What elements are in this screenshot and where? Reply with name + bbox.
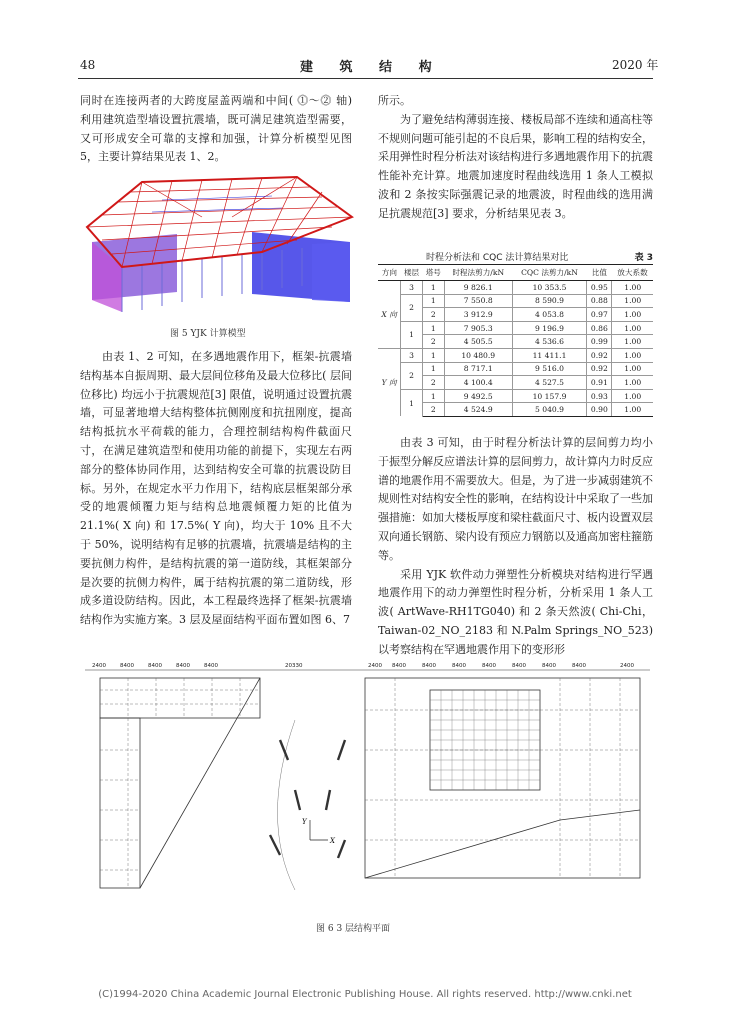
col-header: CQC 法剪力/kN: [512, 265, 587, 281]
table3-discussion-paragraph: 由表 3 可知，由于时程分析法计算的层间剪力均小于振型分解反应谱法计算的层间剪力，故计算内力时反应谱的地震作用不需要放大。但是，为了进一步减弱建筑不规则性对结构安全性的影响，在结构设计中采取了一些加强措施：如加大楼板厚度和梁柱截面尺寸、板内设置双层双向通长钢筋、梁内设有预应力钢筋以及通高加密柱箍筋等。: [378, 436, 653, 562]
table-cell: 0.97: [587, 308, 612, 322]
table-cell: 8 590.9: [512, 294, 587, 308]
table-cell: 10 353.5: [512, 281, 587, 295]
dim-label: 8400: [542, 663, 556, 669]
dim-label: 8400: [148, 663, 162, 669]
table-cell: 8 717.1: [444, 362, 512, 376]
page-header: [0, 56, 730, 80]
table-cell: 1: [422, 294, 444, 308]
table-cell: 1.00: [612, 389, 653, 403]
col-header: 方向: [378, 265, 401, 281]
table-cell: 7 905.3: [444, 321, 512, 335]
table-cell: 2: [422, 376, 444, 390]
table-cell: 1: [422, 281, 444, 295]
table-3-grid: [378, 264, 653, 417]
table-cell: 9 826.1: [444, 281, 512, 295]
table-cell: 1.00: [612, 335, 653, 349]
table-cell: 1.00: [612, 308, 653, 322]
table-cell: 9 516.0: [512, 362, 587, 376]
table-row: [378, 321, 653, 335]
col-header: 时程法剪力/kN: [444, 265, 512, 281]
table-cell: 1.00: [612, 294, 653, 308]
fig5-caption: 图 5 YJK 计算模型: [170, 329, 246, 339]
discussion-paragraph: 由表 1、2 可知，在多遇地震作用下，框架-抗震墙结构基本自振周期、最大层间位移角及最大位移比( 层间位移比) 均远小于抗震规范[3] 限值，说明通过设置抗震墙，可显著地增大结构整体抗侧刚度和抗扭刚度，提高结构抵抗水平荷载的能力，合理控制结构构件截面尺寸，在满足建筑造型和使用功能的前提下，实现左右两部分的整体协同作用，达到结构安全可靠的抗震设防目标。另外，在规定水平力作用下，结构底层框架部分承受的地震倾覆力矩与结构总地震倾覆力矩的比值为 21.1%( X 向) 和 17.5%( Y 向)，均大于 10% 且不大于 50%，说明结构有足够的抗震墙，抗震墙是结构的主要抗侧力构件，是结构抗震的第一道防线，其框架部分是次要的抗侧力构件，属于结构抗震的第二道防线，形成多道设防结构。因此，本工程最终选择了框架-抗震墙结构作为实施方案。3 层及屋面结构平面布置如图 6、7: [80, 350, 352, 627]
col-header: 塔号: [422, 265, 444, 281]
dim-label: 8400: [482, 663, 496, 669]
issue-year: 2020 年: [612, 58, 659, 72]
dim-label: 2400: [92, 663, 106, 669]
right-upper-text: [378, 92, 653, 224]
table-cell: 2: [422, 335, 444, 349]
dim-label: 8400: [512, 663, 526, 669]
table-cell: 11 411.1: [512, 348, 587, 362]
table-cell: 1: [401, 389, 423, 416]
table-cell: 1.00: [612, 281, 653, 295]
table-row: [378, 294, 653, 308]
table-cell: 1: [422, 389, 444, 403]
col-header: 楼层: [401, 265, 423, 281]
dim-label: 8400: [204, 663, 218, 669]
table-cell: 3: [401, 348, 423, 362]
header-rule: [78, 78, 653, 79]
table-cell: 9 196.9: [512, 321, 587, 335]
table-cell: 3: [401, 281, 423, 295]
table-cell: 0.88: [587, 294, 612, 308]
right-lower-text: [378, 434, 653, 660]
y-axis-label: Y: [302, 818, 307, 826]
col-header: 放大系数: [612, 265, 653, 281]
table-row: [378, 281, 653, 295]
table-cell: 1: [422, 348, 444, 362]
table-cell: 2: [422, 403, 444, 417]
col-header: 比值: [587, 265, 612, 281]
table-cell: 4 524.9: [444, 403, 512, 417]
dim-label: 2400: [620, 663, 634, 669]
table-row: [378, 389, 653, 403]
table-cell: 10 157.9: [512, 389, 587, 403]
dim-label: 8400: [572, 663, 586, 669]
table-cell: 1.00: [612, 321, 653, 335]
timehistory-paragraph: 为了避免结构薄弱连接、楼板局部不连续和通高柱等不规则问题可能引起的不良后果，影响工程的结构安全，采用弹性时程分析法对该结构进行多遇地震作用下的抗震性能补充计算。地震加速度时程曲线选用 1 条人工模拟波和 2 条按实际强震记录的地震波，时程曲线的选用满足抗震规范[3] 要求，分析结果见表 3。: [378, 112, 653, 220]
table-cell: 5 040.9: [512, 403, 587, 417]
table-cell: 1.00: [612, 362, 653, 376]
copyright-footer: (C)1994-2020 China Academic Journal Electronic Publishing House. All rights reserved. http://www.cnki.net: [98, 989, 632, 1000]
table-cell: 4 536.6: [512, 335, 587, 349]
table-cell: 0.91: [587, 376, 612, 390]
dim-label: 8400: [392, 663, 406, 669]
table-cell: 4 053.8: [512, 308, 587, 322]
table-cell: 2: [422, 308, 444, 322]
table-cell: 4 100.4: [444, 376, 512, 390]
table-cell: 7 550.8: [444, 294, 512, 308]
table-cell: 1: [401, 321, 423, 348]
table-3-title-bar: [378, 250, 653, 264]
table-cell: 9 492.5: [444, 389, 512, 403]
table-cell: 0.92: [587, 348, 612, 362]
direction-cell: X 向: [378, 281, 401, 349]
dim-label: 8400: [422, 663, 436, 669]
table-cell: 1.00: [612, 376, 653, 390]
table-cell: 0.95: [587, 281, 612, 295]
journal-title: 建 筑 结 构: [300, 60, 443, 75]
elastoplastic-paragraph: 采用 YJK 软件动力弹塑性分析模块对结构进行罕遇地震作用下的动力弹塑性时程分析，分析采用 1 条人工波( ArtWave-RH1TG040) 和 2 条天然波( Chi-Chi，Taiwan-02_NO_2183 和 N.Palm Springs_NO_523) 以考察结构在罕遇地震作用下的变形形: [378, 567, 653, 656]
table-cell: 0.86: [587, 321, 612, 335]
dim-label: 8400: [452, 663, 466, 669]
table-cell: 4 527.5: [512, 376, 587, 390]
table-header-row: [378, 265, 653, 281]
table-cell: 0.93: [587, 389, 612, 403]
table-cell: 4 505.5: [444, 335, 512, 349]
fig6-caption: 图 6 3 层结构平面: [316, 924, 391, 934]
table-cell: 1: [422, 362, 444, 376]
left-intro: [80, 92, 352, 167]
table-3-title: 时程分析法和 CQC 法计算结果对比: [426, 253, 569, 263]
table-cell: 3 912.9: [444, 308, 512, 322]
right-top-line: 所示。: [378, 94, 411, 107]
table-row: [378, 348, 653, 362]
floor-plan-figure: [80, 660, 655, 910]
table-cell: 1: [422, 321, 444, 335]
x-axis-label: X: [330, 837, 335, 845]
direction-cell: Y 向: [378, 348, 401, 416]
table-cell: 2: [401, 294, 423, 321]
dim-label: 20330: [285, 663, 303, 669]
table-cell: 0.90: [587, 403, 612, 417]
dim-label: 8400: [176, 663, 190, 669]
dim-label: 8400: [120, 663, 134, 669]
intro-paragraph: 同时在连接两者的大跨度屋盖两端和中间( ⓵～⓶ 轴) 利用建筑造型墙设置抗震墙，既可满足建筑造型需要，又可形成安全可靠的支撑和加强，计算分析模型见图 5，主要计算结果见表 1、2。: [80, 94, 352, 164]
table-cell: 10 480.9: [444, 348, 512, 362]
table-cell: 2: [401, 362, 423, 389]
page-number: 48: [80, 58, 96, 72]
dim-label: 2400: [368, 663, 382, 669]
table-3-label: 表 3: [634, 253, 653, 263]
table-3: [378, 250, 653, 417]
table-cell: 1.00: [612, 403, 653, 417]
yjk-model-figure: [82, 172, 354, 320]
table-row: [378, 362, 653, 376]
table-cell: 0.92: [587, 362, 612, 376]
table-cell: 0.99: [587, 335, 612, 349]
table-cell: 1.00: [612, 348, 653, 362]
left-main-text: [80, 348, 352, 630]
